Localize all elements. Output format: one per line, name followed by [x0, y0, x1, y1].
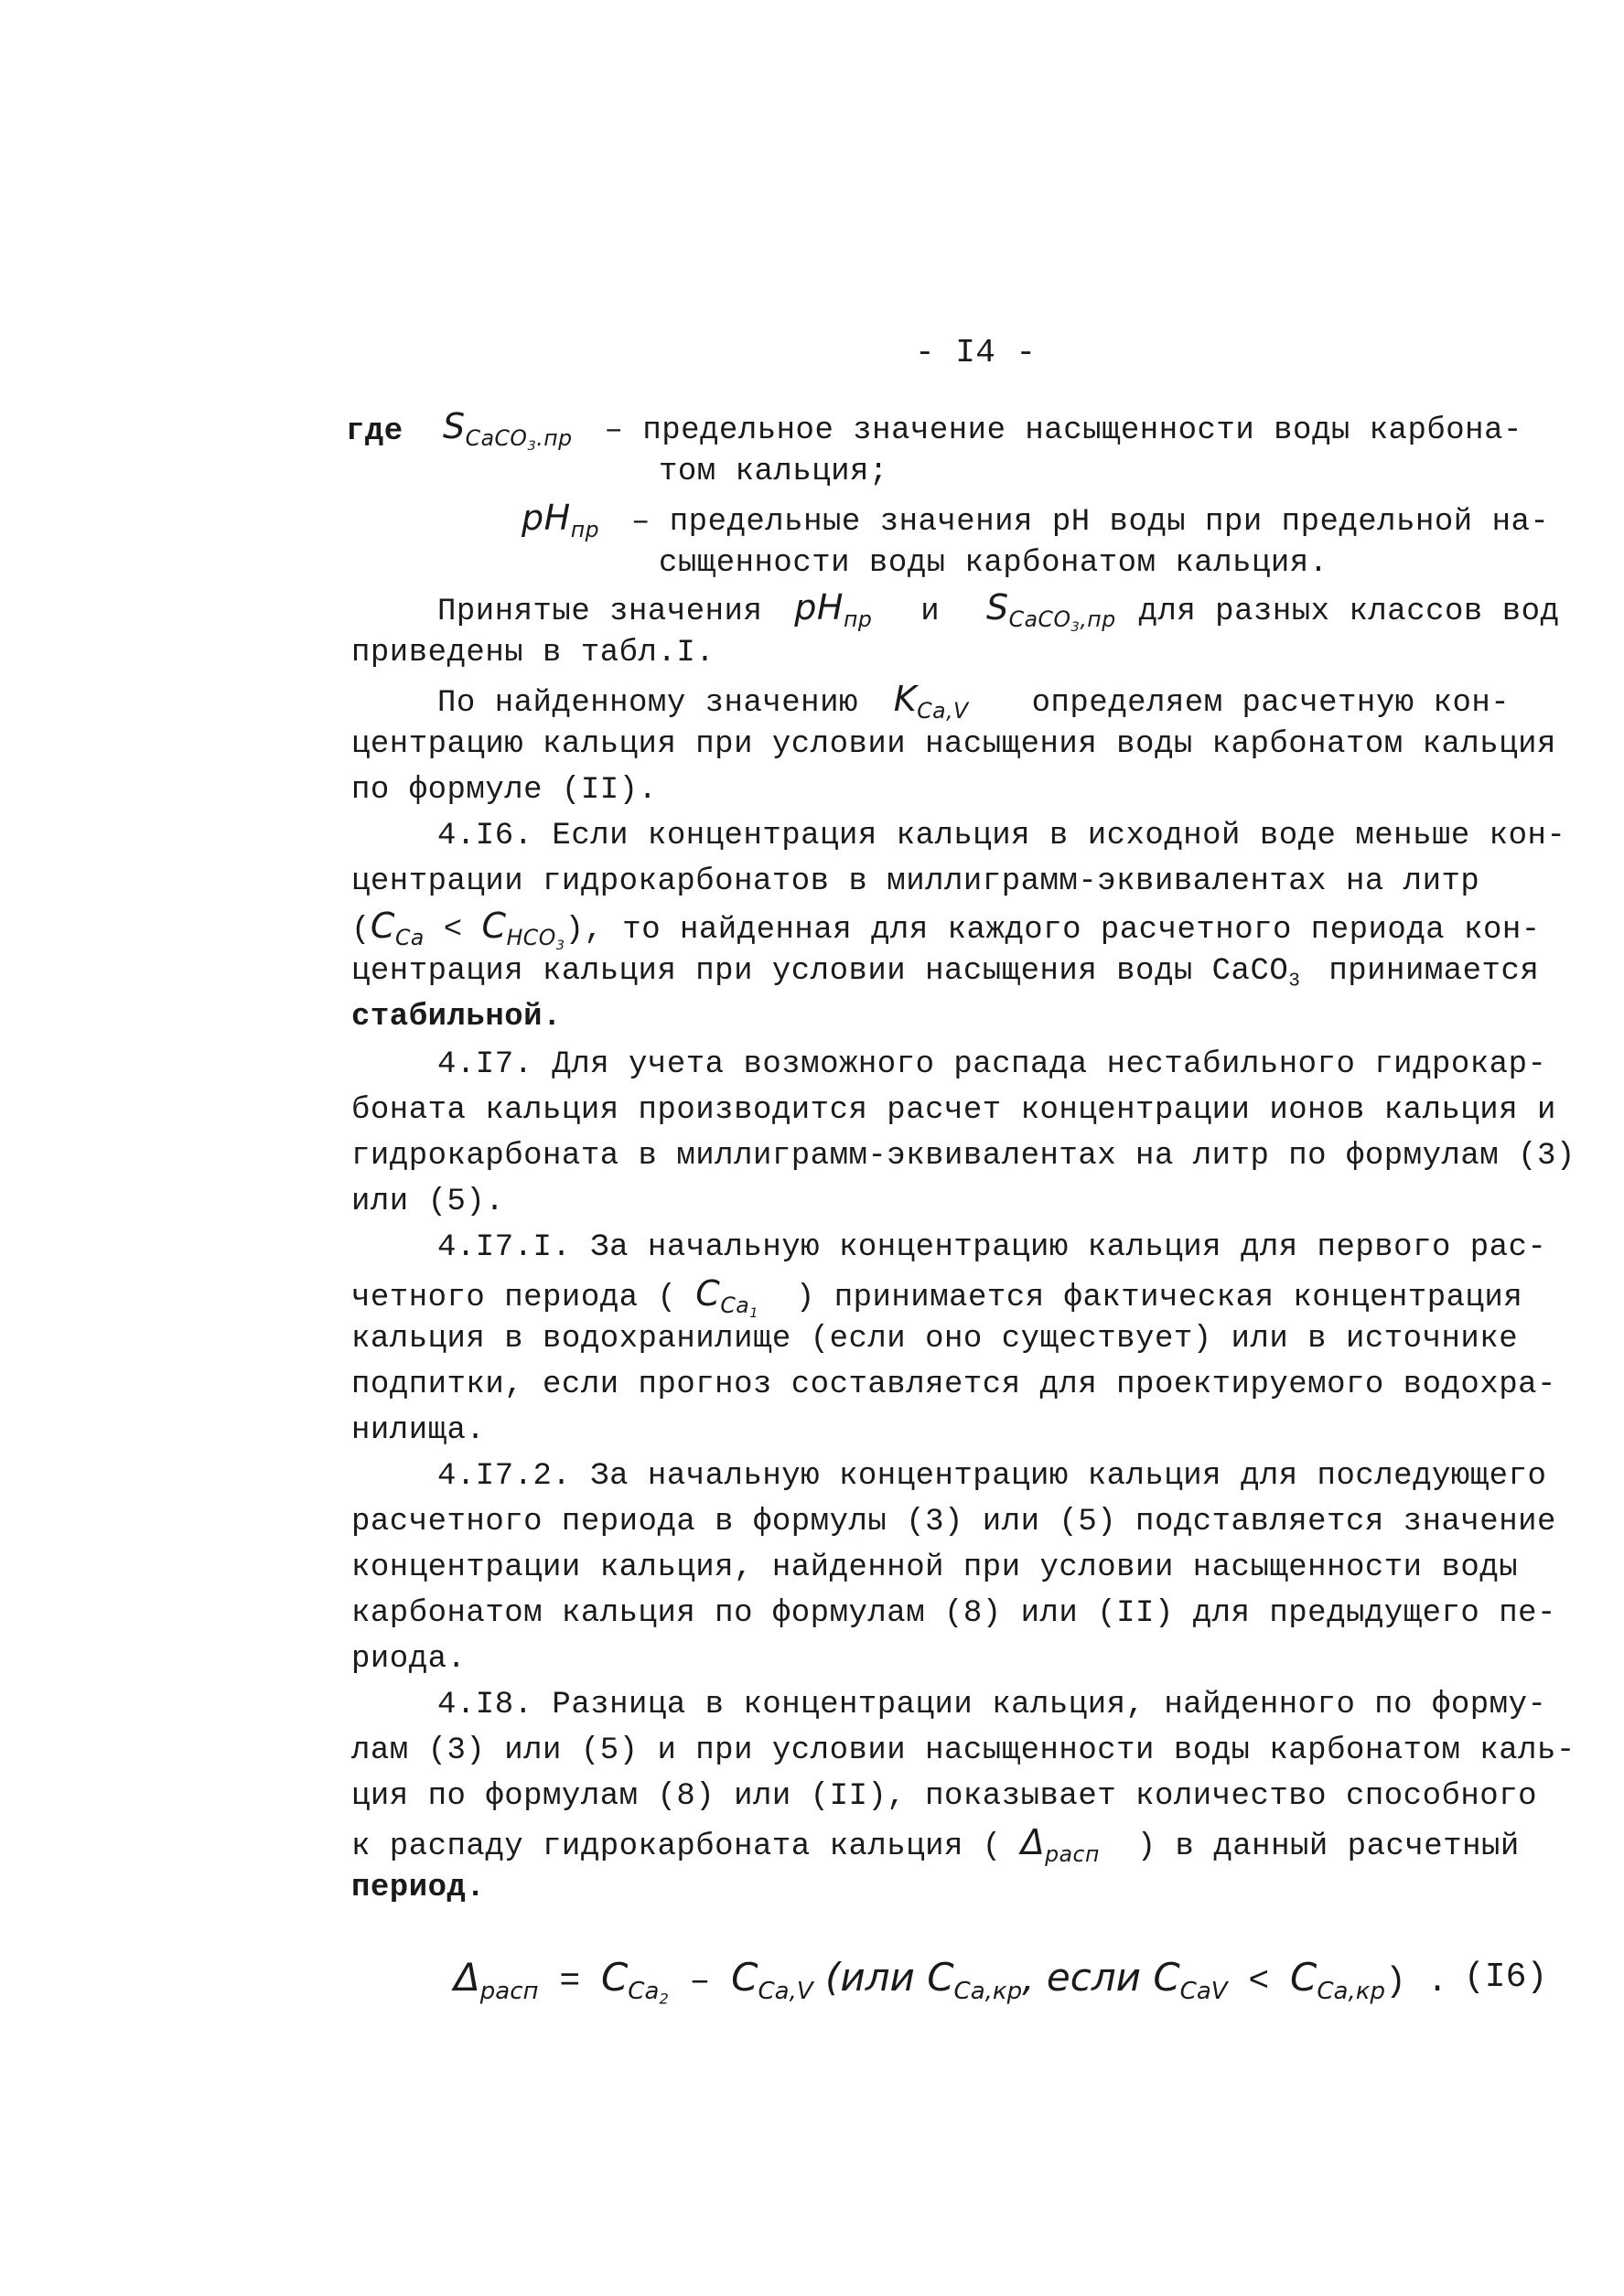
found-value-line1: По найденному значению $K_{Ca,V}$ определяем расчетную кон-	[437, 679, 1511, 724]
formula-c-cakr-2: $C_{Ca,кр}$	[1290, 1955, 1385, 2006]
section-416-line1: 4.I6. Если концентрация кальция в исходной воде меньше кон-	[437, 819, 1566, 853]
symbol-c-ca1: $C_{Ca_1}$	[695, 1273, 758, 1322]
definition-1-text: – предельное значение насыщенности воды карбона-	[604, 413, 1522, 448]
definition-1	[443, 406, 1522, 455]
definition-2-text: – предельные значения рН воды при предельной на-	[630, 505, 1550, 540]
section-4172-line3: концентрации кальция, найденной при условии насыщенности воды	[351, 1550, 1519, 1585]
section-418-line4: к распаду гидрокарбоната кальция ( $\Delta_{расп}$ ) в данный расчетный	[351, 1822, 1520, 1868]
section-4171-line3: кальция в водохранилище (если оно существует) или в источнике	[351, 1322, 1519, 1357]
section-418-line5: период.	[351, 1871, 486, 1905]
page-number: - I4 -	[915, 334, 1037, 371]
symbol-c-ca: $C_{Ca}$	[370, 906, 425, 951]
formula-c-ca2: $C_{Ca_2}$	[600, 1955, 669, 2008]
section-4171-line4: подпитки, если прогноз составляется для проектируемого водохра-	[351, 1368, 1556, 1402]
formula-16: $\Delta_{расп} = C_{Ca_2} - C_{Ca,V}$ (или $C_{Ca,кр}$, если $C_{CaV} < C_{Ca,кр}$) .	[454, 1955, 1448, 2008]
symbol-s-caco3-inline: $S_{CaCO_3,пр}$	[986, 587, 1116, 636]
section-416-line5: стабильной.	[351, 1000, 562, 1035]
section-4172-line4: карбонатом кальция по формулам (8) или (II) для предыдущего пе-	[351, 1596, 1556, 1631]
definition-2	[522, 499, 1549, 541]
found-value-line3: по формуле (II).	[351, 773, 658, 808]
section-417-line1: 4.I7. Для учета возможного распада нестабильного гидрокар-	[437, 1047, 1547, 1082]
section-417-line2: боната кальция производится расчет концентрации ионов кальция и	[351, 1093, 1556, 1128]
formula-c-cav-2: $C_{CaV}$	[1153, 1955, 1228, 2006]
symbol-c-hco3: $C_{HCO_3}$	[481, 906, 565, 954]
where-label: где	[346, 414, 403, 449]
section-418-line1: 4.I8. Разница в концентрации кальция, найденного по форму-	[437, 1688, 1547, 1722]
formula-lhs: $\Delta_{расп}$	[454, 1955, 539, 2006]
symbol-ph-pr: $pH_{пр}$	[522, 498, 600, 543]
section-4172-line2: расчетного периода в формулы (3) или (5) подставляется значение	[351, 1505, 1556, 1540]
symbol-delta-rasp: $\Delta_{расп}$	[1020, 1822, 1100, 1868]
section-4172-line5: риода.	[351, 1642, 467, 1677]
symbol-ph-pr-inline: $pH_{пр}$	[794, 587, 873, 633]
section-4171-line5: нилища.	[351, 1413, 486, 1448]
definition-2-cont: сыщенности воды карбонатом кальция.	[659, 546, 1328, 581]
found-value-line2: центрацию кальция при условии насыщения воды карбонатом кальция	[351, 727, 1556, 762]
section-417-line4: или (5).	[351, 1185, 505, 1219]
symbol-s-caco3: $S_{CaCO_3.пр}$	[443, 406, 573, 455]
section-416-line2: центрации гидрокарбонатов в миллиграмм-эквивалентах на литр	[351, 864, 1480, 899]
accepted-values-line2: приведены в табл.I.	[351, 636, 715, 671]
definition-1-cont: том кальция;	[659, 455, 888, 489]
formula-c-cakr: $C_{Ca,кр}$	[927, 1955, 1023, 2006]
formula-c-cav: $C_{Ca,V}$	[731, 1955, 813, 2006]
symbol-k-cav: $K_{Ca,V}$	[893, 679, 969, 724]
section-416-line4: центрация кальция при условии насыщения воды CaCO$_3$ принимается	[351, 954, 1540, 992]
section-4171-line1: 4.I7.I. За начальную концентрацию кальция для первого рас-	[437, 1230, 1547, 1265]
formula-number: (I6)	[1464, 1958, 1548, 1997]
section-4171-line2: четного периода ( $C_{Ca_1}$ ) принимается фактическая концентрация	[351, 1273, 1523, 1322]
section-417-line3: гидрокарбоната в миллиграмм-эквивалентах на литр по формулам (3)	[351, 1139, 1576, 1174]
accepted-values-line1: Принятые значения $pH_{пр}$ и $S_{CaCO_3,пр}$ для разных классов вод	[437, 587, 1560, 636]
section-418-line3: ция по формулам (8) или (II), показывает количество способного	[351, 1779, 1538, 1814]
section-4172-line1: 4.I7.2. За начальную концентрацию кальция для последующего	[437, 1459, 1547, 1494]
section-418-line2: лам (3) или (5) и при условии насыщенности воды карбонатом каль-	[351, 1733, 1576, 1768]
section-416-line3: $(C_{Ca} < C_{HCO_3})$, то найденная для каждого расчетного периода кон-	[351, 906, 1541, 954]
